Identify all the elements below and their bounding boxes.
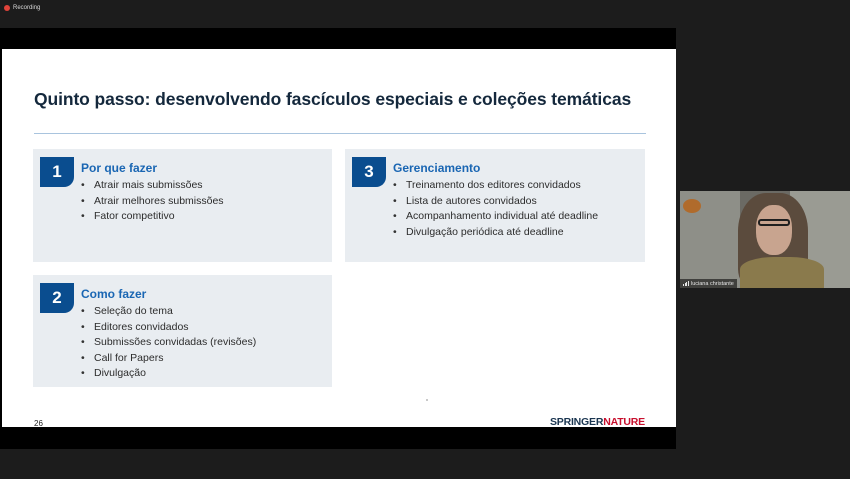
participant-video[interactable]: [680, 191, 850, 288]
bullet-list: [81, 304, 256, 382]
participant-glasses: [758, 219, 790, 226]
number-badge: 2: [40, 283, 74, 313]
bullet-list: [81, 178, 224, 225]
number-badge: 1: [40, 157, 74, 187]
bullet-item: • Submissões convidadas (revisões): [81, 335, 256, 351]
presentation-slide: [2, 49, 676, 427]
bullet-item: • Lista de autores convidados: [393, 194, 598, 210]
title-divider: [34, 133, 646, 134]
bullet-item: • Treinamento dos editores convidados: [393, 178, 598, 194]
card-gerenciamento: [345, 149, 645, 262]
recording-label: Recording: [13, 5, 41, 11]
slide-title: Quinto passo: desenvolvendo fascículos especiais e coleções temáticas: [34, 89, 632, 109]
number-badge: 3: [352, 157, 386, 187]
bullet-item: • Divulgação periódica até deadline: [393, 225, 598, 241]
participant-face: [756, 205, 792, 255]
signal-icon: [683, 281, 689, 286]
card-heading: Gerenciamento: [393, 161, 481, 175]
bullet-item: • Call for Papers: [81, 351, 256, 367]
bullet-item: • Editores convidados: [81, 320, 256, 336]
video-lamp: [683, 199, 701, 213]
bullet-item: • Atrair mais submissões: [81, 178, 224, 194]
decorative-dot: [426, 399, 428, 401]
top-bar: [0, 0, 850, 16]
logo-text-nature: NATURE: [603, 416, 645, 428]
card-heading: Como fazer: [81, 287, 147, 301]
recording-dot-icon: [4, 5, 10, 11]
participant-name: luciana christante: [691, 280, 734, 287]
bullet-item: • Atrair melhores submissões: [81, 194, 224, 210]
card-por-que-fazer: [33, 149, 332, 262]
bullet-item: • Acompanhamento individual até deadline: [393, 209, 598, 225]
bullet-item: • Seleção do tema: [81, 304, 256, 320]
participant-scarf: [740, 257, 824, 288]
participant-name-tag: [680, 279, 737, 288]
card-heading: Por que fazer: [81, 161, 158, 175]
bullet-item: • Divulgação: [81, 366, 256, 382]
bullet-list: [393, 178, 598, 240]
card-como-fazer: [33, 275, 332, 387]
logo-text-springer: SPRINGER: [549, 416, 604, 428]
screen-share-area: [0, 28, 676, 449]
recording-indicator[interactable]: [4, 5, 40, 11]
bullet-item: • Fator competitivo: [81, 209, 224, 225]
springer-nature-logo: [550, 416, 645, 428]
page-number: 26: [34, 419, 43, 428]
